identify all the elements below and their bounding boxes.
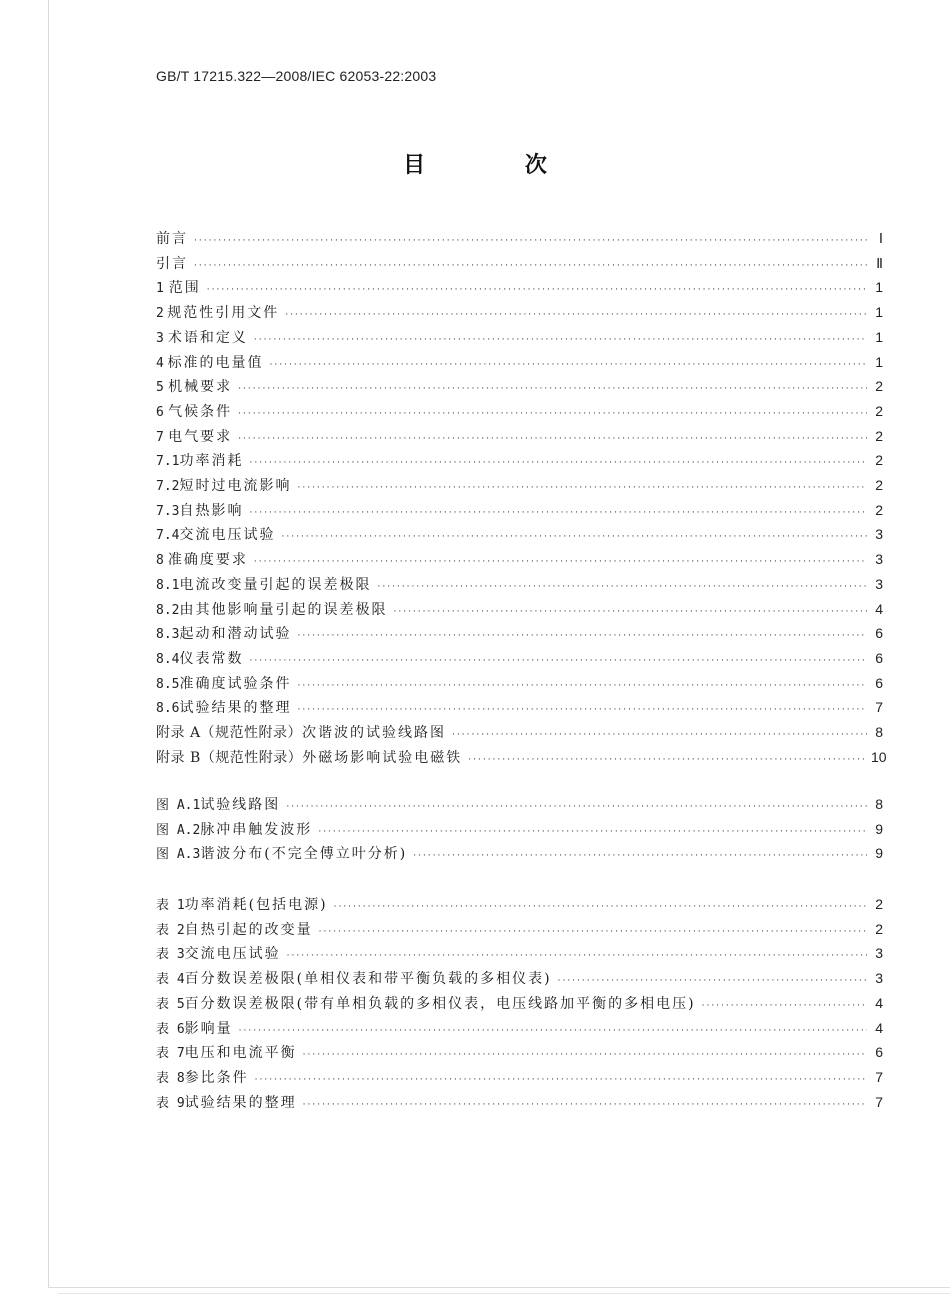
figure-entry-number: 图 A.3	[156, 847, 201, 863]
toc-entry-title: 范围	[168, 280, 201, 297]
dot-leader	[270, 355, 867, 375]
dot-leader	[297, 676, 867, 696]
toc-entry-number: 6	[156, 404, 164, 420]
toc-entry[interactable]	[156, 327, 883, 347]
table-entry-title: 参比条件	[184, 1069, 249, 1086]
toc-entry[interactable]	[156, 648, 883, 668]
toc-entry-page: Ⅱ	[876, 254, 883, 271]
toc-entry-page: 2	[875, 477, 883, 493]
page-edge-bottom	[48, 1287, 950, 1288]
toc-entry-page: 8	[875, 724, 883, 740]
dot-leader	[249, 453, 867, 473]
toc-entry-page: 2	[875, 402, 883, 419]
dot-leader	[468, 750, 867, 770]
figure-entry-page: 9	[875, 820, 883, 837]
toc-entry-page: 2	[875, 501, 883, 518]
toc-entry[interactable]	[156, 277, 883, 297]
toc-entry-number: 7.3	[156, 503, 180, 519]
toc-entry-title: 气候条件	[168, 403, 233, 420]
dot-leader	[287, 946, 867, 966]
dot-leader	[334, 897, 867, 917]
dot-leader	[303, 1045, 867, 1065]
figure-entry-title: 谐波分布(不完全傅立叶分析)	[200, 846, 408, 863]
toc-entry-number: 8.4	[156, 651, 180, 667]
toc-entry[interactable]	[156, 722, 883, 742]
table-entry[interactable]	[156, 968, 883, 988]
dot-leader	[238, 429, 867, 449]
toc-entry-title: 引言	[156, 255, 188, 272]
toc-entry-page: 2	[875, 378, 883, 395]
dot-leader	[285, 305, 867, 325]
dot-leader	[286, 797, 867, 817]
toc-entry[interactable]	[156, 426, 883, 446]
toc-entry-page: 1	[875, 353, 883, 370]
table-entry-title: 影响量	[184, 1020, 233, 1037]
table-entry-title: 百分数误差极限(单相仪表和带平衡负载的多相仪表)	[184, 971, 552, 988]
dot-leader	[249, 503, 867, 523]
toc-entry-title: 外磁场影响试验电磁铁	[302, 749, 463, 766]
figure-entry[interactable]	[156, 794, 883, 814]
toc-entry-title: 交流电压试验	[179, 527, 276, 544]
table-entry[interactable]	[156, 993, 883, 1013]
toc-entry-number: 8.6	[156, 701, 180, 717]
table-entry-number: 表 7	[156, 1046, 185, 1062]
toc-entry-page: 7	[875, 699, 883, 716]
dot-leader	[452, 725, 867, 745]
table-entry[interactable]	[156, 1067, 883, 1087]
toc-entry-title: 功率消耗	[179, 453, 244, 470]
table-entry[interactable]	[156, 1092, 883, 1112]
dot-leader	[413, 846, 867, 866]
toc-entry[interactable]	[156, 352, 883, 372]
table-entry-title: 交流电压试验	[184, 946, 281, 963]
toc-entry-title: 准确度试验条件	[179, 675, 292, 692]
table-entry-page: 4	[875, 1019, 883, 1036]
toc-entry[interactable]	[156, 376, 883, 396]
toc-entry-title: 前言	[156, 231, 188, 247]
page-title: 目 次	[403, 153, 593, 178]
figure-entry[interactable]	[156, 819, 883, 839]
dot-leader	[249, 651, 867, 671]
table-entry-number: 表 9	[156, 1095, 185, 1111]
toc-entry[interactable]	[156, 697, 883, 717]
dot-leader	[297, 478, 867, 498]
toc-entry-number: 4	[156, 355, 164, 371]
toc-entry-number: 8.1	[156, 577, 180, 593]
dot-leader	[281, 527, 867, 547]
table-entry-page: 6	[875, 1044, 883, 1061]
toc-entry-title: 起动和潜动试验	[179, 626, 292, 643]
toc-entry[interactable]	[156, 673, 883, 693]
toc-entry-title: 规范性引用文件	[167, 305, 280, 322]
toc-entry[interactable]	[156, 500, 883, 520]
toc-entry[interactable]	[156, 401, 883, 421]
dot-leader	[194, 231, 867, 251]
table-entry-page: 3	[875, 970, 883, 987]
toc-entry-number: 7.2	[156, 479, 180, 494]
table-entry-page: 2	[875, 896, 883, 912]
figure-entry-page: 8	[875, 796, 883, 812]
toc-entry-title: 由其他影响量引起的误差极限	[179, 601, 388, 618]
toc-entry-page: 3	[875, 575, 883, 592]
toc-entry-title: 短时过电流影响	[179, 478, 292, 494]
toc-entry-title: 次谐波的试验线路图	[302, 725, 447, 741]
figure-entry-title: 试验线路图	[200, 797, 281, 813]
toc-entry-number: 附录 B（规范性附录）	[156, 749, 303, 766]
toc-entry-title: 标准的电量值	[167, 354, 264, 371]
dot-leader	[255, 1070, 867, 1090]
dot-leader	[393, 602, 867, 622]
toc-entry-page: 10	[871, 748, 887, 765]
toc-entry-page: 1	[875, 328, 883, 345]
toc-entry[interactable]	[156, 599, 883, 619]
toc-entry[interactable]	[156, 475, 883, 495]
toc-entry-title: 电气要求	[168, 428, 233, 445]
table-entry-page: 3	[875, 945, 883, 962]
toc-entry[interactable]	[156, 450, 883, 470]
dot-leader	[297, 700, 867, 720]
table-entry-number: 表 3	[156, 947, 185, 963]
figure-entry-number: 图 A.1	[156, 798, 201, 813]
dot-leader	[254, 330, 867, 350]
dot-leader	[558, 971, 867, 991]
toc-entry[interactable]	[156, 302, 883, 322]
figure-entry-number: 图 A.2	[156, 822, 201, 838]
toc-entry-number: 7	[156, 429, 164, 445]
toc-entry-number: 8.2	[156, 602, 180, 618]
toc-entry-number: 附录 A（规范性附录）	[156, 725, 303, 741]
toc-entry-title: 仪表常数	[179, 650, 244, 667]
table-entry-title: 自热引起的改变量	[184, 921, 313, 938]
table-entry-page: 2	[875, 920, 883, 937]
toc-entry-number: 8.5	[156, 676, 180, 692]
table-entry-number: 表 2	[156, 922, 185, 938]
table-entry[interactable]	[156, 894, 883, 914]
dot-leader	[254, 552, 867, 572]
table-entry[interactable]	[156, 943, 883, 963]
toc-entry[interactable]	[156, 228, 883, 248]
toc-entry-number: 3	[156, 330, 164, 346]
toc-entry[interactable]	[156, 549, 883, 569]
table-entry-page: 7	[875, 1093, 883, 1110]
toc-entry-page: 4	[875, 600, 883, 617]
table-entry-number: 表 4	[156, 972, 185, 988]
table-entry-title: 电压和电流平衡	[184, 1045, 297, 1062]
toc-entry-page: 1	[875, 279, 883, 296]
table-entry-number: 表 8	[156, 1070, 185, 1086]
table-entry-page: 4	[875, 994, 883, 1011]
figure-entry-title: 脉冲串触发波形	[200, 821, 313, 838]
standard-number-header: GB/T 17215.322—2008/IEC 62053-22:2003	[156, 68, 437, 84]
toc-entry-page: 1	[875, 304, 883, 321]
toc-entry-title: 试验结果的整理	[179, 700, 292, 717]
dot-leader	[239, 1021, 867, 1041]
table-entry-title: 功率消耗(包括电源)	[184, 897, 328, 913]
figure-entry[interactable]	[156, 843, 883, 863]
toc-entry[interactable]	[156, 747, 887, 767]
dot-leader	[318, 822, 867, 842]
toc-entry-number: 8	[156, 553, 164, 569]
table-entry-number: 表 5	[156, 996, 185, 1012]
table-entry-number: 表 1	[156, 898, 185, 913]
toc-entry-number: 7.4	[156, 528, 180, 544]
toc-entry[interactable]	[156, 524, 883, 544]
table-entry[interactable]	[156, 1042, 883, 1062]
dot-leader	[194, 256, 867, 276]
table-entry-title: 百分数误差极限(带有单相负载的多相仪表，电压线路加平衡的多相电压)	[184, 995, 696, 1012]
toc-entry-title: 自热影响	[179, 502, 244, 519]
toc-entry-page: 2	[875, 452, 883, 469]
toc-entry-title: 准确度要求	[167, 552, 248, 569]
toc-entry[interactable]	[156, 574, 883, 594]
dot-leader	[297, 626, 867, 646]
table-entry[interactable]	[156, 919, 883, 939]
toc-entry[interactable]	[156, 253, 883, 273]
table-entry-page: 7	[875, 1068, 883, 1085]
dot-leader	[207, 280, 867, 300]
toc-entry-number: 7.1	[156, 454, 180, 470]
table-entry[interactable]	[156, 1018, 883, 1038]
toc-entry-page: 2	[875, 427, 883, 444]
table-entry-number: 表 6	[156, 1021, 185, 1037]
figure-entry-page: 9	[875, 845, 883, 862]
toc-entry-page: 6	[875, 674, 883, 691]
dot-leader	[319, 922, 867, 942]
toc-entry-title: 术语和定义	[167, 329, 248, 346]
toc-entry-page: 6	[875, 649, 883, 666]
table-entry-title: 试验结果的整理	[184, 1094, 297, 1111]
page-edge-bottom-secondary	[58, 1293, 950, 1294]
toc-entry-number: 1	[156, 281, 164, 297]
toc-entry-page: 3	[875, 551, 883, 568]
dot-leader	[238, 404, 867, 424]
toc-entry-number: 8.3	[156, 627, 180, 643]
toc-entry-number: 2	[156, 306, 164, 322]
dot-leader	[303, 1095, 867, 1115]
toc-entry-number: 5	[156, 380, 164, 396]
toc-entry-page: 3	[875, 526, 883, 543]
toc-entry-title: 电流改变量引起的误差极限	[179, 576, 372, 593]
page-edge-left	[48, 0, 49, 1288]
dot-leader	[238, 379, 867, 399]
toc-entry-title: 机械要求	[168, 379, 233, 396]
toc-entry-page: Ⅰ	[878, 230, 883, 246]
dot-leader	[377, 577, 867, 597]
dot-leader	[702, 996, 867, 1016]
toc-entry[interactable]	[156, 623, 883, 643]
toc-entry-page: 6	[875, 625, 883, 642]
